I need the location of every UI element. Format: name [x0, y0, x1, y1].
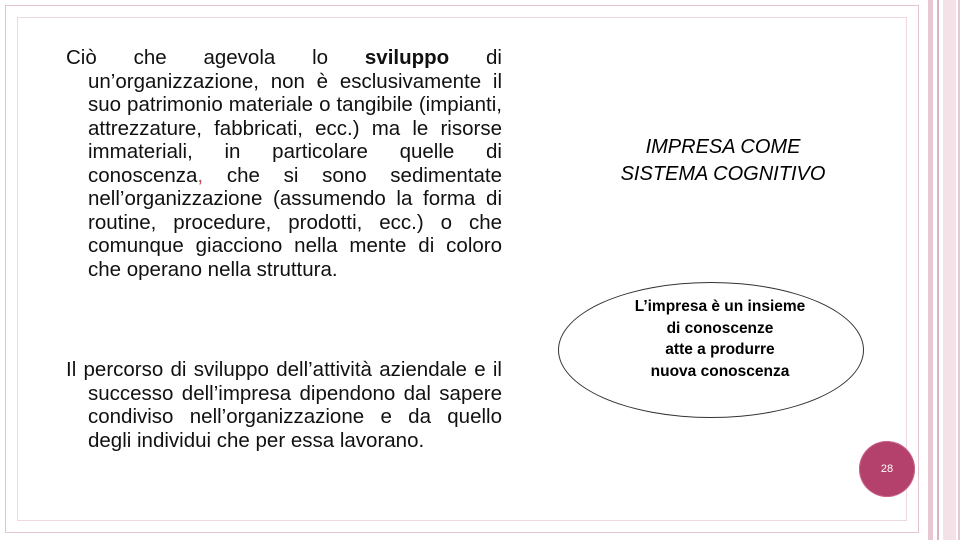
slide-heading: [583, 134, 863, 188]
side-decoration-bar: [928, 0, 933, 540]
page-number: 28: [880, 463, 894, 475]
heading-line: SISTEMA COGNITIVO: [620, 163, 826, 185]
paragraph-text: che si sono sedimentate nell’organizzazione (assumendo la forma di routine, procedure, prodotti, ecc.) o che comunque giacciono nella mente di coloro che operano nella struttura.: [88, 163, 502, 281]
side-decoration-bar: [937, 0, 939, 540]
ellipse-line: atte a produrre: [665, 341, 775, 358]
paragraph-organization-development: [66, 46, 502, 281]
ellipse-text: [606, 296, 834, 382]
page-number-badge: [859, 441, 915, 497]
accent-comma: ,: [197, 163, 204, 187]
ellipse-line: L’impresa è un insieme: [634, 298, 806, 315]
paragraph-text: di un’organizzazione, non è esclusivamente il suo patrimonio materiale o tangibile (impianti, attrezzature, fabbricati, ecc.) ma le risorse immateriali, in particolare quelle di conoscenza: [88, 46, 502, 187]
heading-line: IMPRESA COME: [645, 136, 801, 158]
ellipse-line: di conoscenze: [666, 319, 774, 337]
side-decoration-bar: [943, 0, 956, 540]
bold-term-sviluppo: sviluppo: [364, 46, 450, 69]
paragraph-business-success: Il percorso di sviluppo dell’attività aziendale e il successo dell’impresa dipendono dal sapere condiviso nell’organizzazione e da quello degli individui che per essa lavorano.: [66, 358, 502, 452]
paragraph-text: Ciò che agevola lo: [66, 46, 365, 69]
ellipse-line: nuova conoscenza: [650, 362, 790, 380]
